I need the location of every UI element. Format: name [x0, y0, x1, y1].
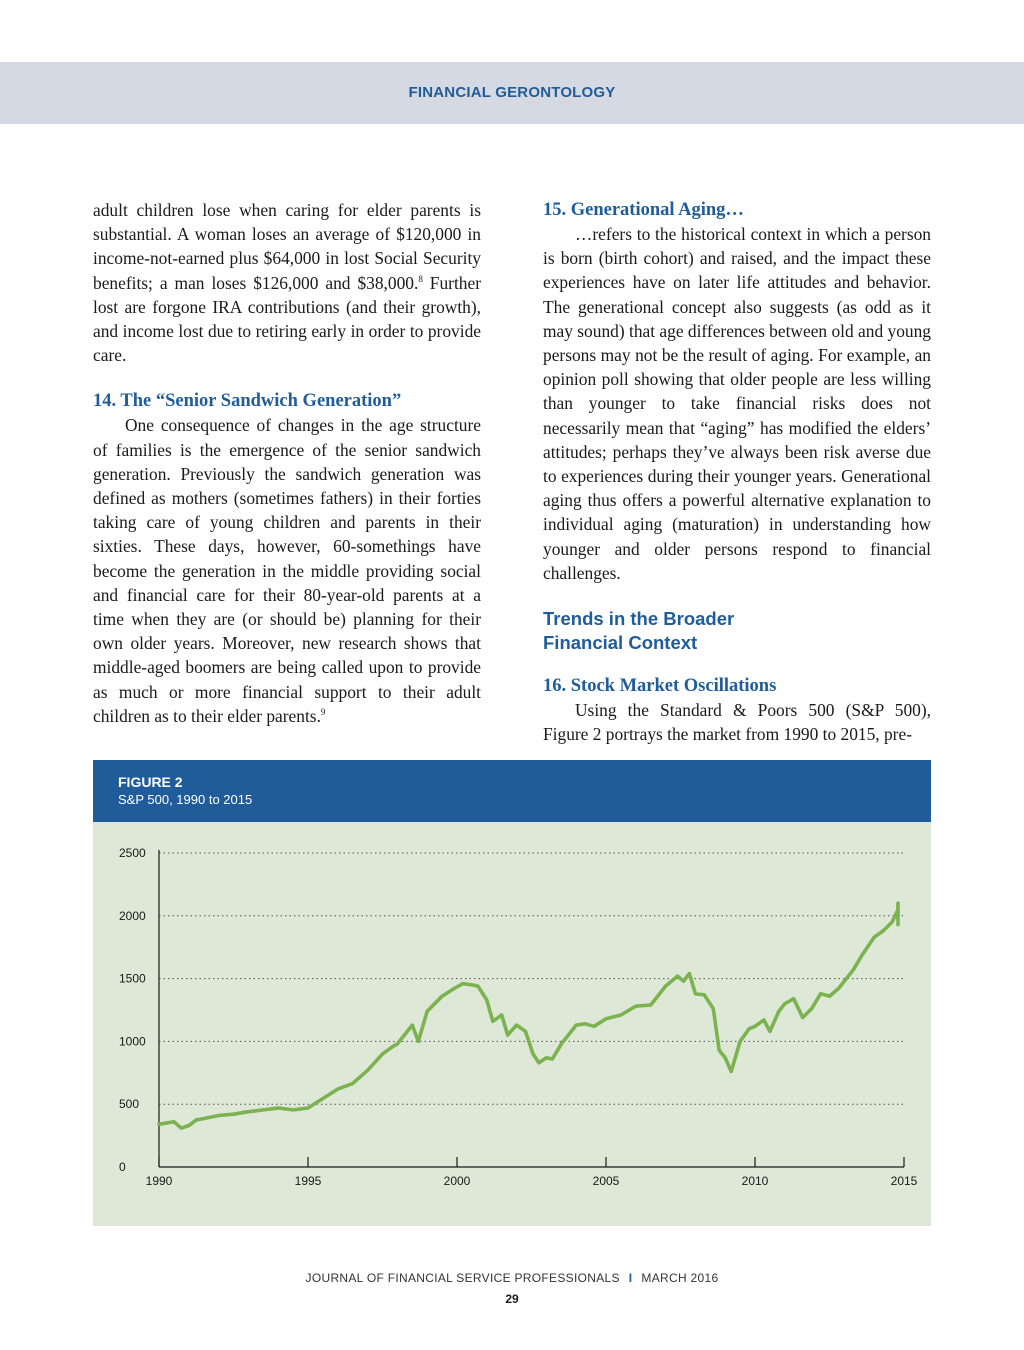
- figure-2: [93, 760, 931, 1226]
- data-point: [232, 1113, 235, 1116]
- sp500-line-chart: [93, 822, 931, 1226]
- intro-paragraph: [93, 198, 481, 367]
- y-tick-label: 2500: [119, 846, 146, 860]
- data-point: [426, 1010, 429, 1013]
- section-14-title: 14. The “Senior Sandwich Generation”: [93, 391, 402, 412]
- data-point: [485, 998, 488, 1001]
- trends-heading-line2: Financial Context: [543, 632, 698, 654]
- data-point: [753, 1025, 756, 1028]
- left-column: [93, 198, 481, 728]
- data-point: [321, 1097, 324, 1100]
- y-tick-label: 1000: [119, 1034, 146, 1049]
- y-tick-label: 500: [119, 1097, 140, 1112]
- data-point: [417, 1040, 420, 1043]
- data-point: [157, 1123, 160, 1126]
- data-point: [381, 1052, 384, 1055]
- data-point: [202, 1117, 205, 1120]
- data-point: [852, 968, 855, 971]
- data-point: [351, 1082, 354, 1085]
- x-tick-label: 2015: [890, 1174, 918, 1188]
- data-point: [724, 1056, 727, 1059]
- footer-separator: I: [628, 1271, 633, 1285]
- x-tick-label: 2005: [592, 1174, 620, 1188]
- data-point: [619, 1013, 622, 1016]
- data-point: [873, 936, 876, 939]
- data-point: [187, 1124, 190, 1127]
- data-point: [172, 1120, 175, 1123]
- data-point: [515, 1024, 518, 1027]
- data-point: [277, 1106, 280, 1109]
- intro-text-b: Further lost are forgone IRA contributions (and their growth), and income lost due to retiring early in order to provide care.: [93, 272, 481, 366]
- data-point: [896, 908, 899, 911]
- data-point: [262, 1108, 265, 1111]
- trends-heading: [543, 607, 931, 655]
- data-point: [391, 1045, 394, 1048]
- data-point: [649, 1003, 652, 1006]
- data-point: [819, 992, 822, 995]
- section-16-title: 16. Stock Market Oscillations: [543, 676, 777, 697]
- x-tick-label: 2000: [443, 1174, 471, 1188]
- data-point: [452, 987, 455, 990]
- data-point: [560, 1042, 563, 1045]
- footnote-ref-8[interactable]: 8: [418, 273, 423, 284]
- data-point: [718, 1049, 721, 1052]
- data-point: [476, 985, 479, 988]
- data-point: [861, 953, 864, 956]
- footnote-ref-9[interactable]: 9: [320, 706, 326, 717]
- data-point: [247, 1110, 250, 1113]
- running-header-title: FINANCIAL GERONTOLOGY: [408, 84, 616, 101]
- data-point: [500, 1013, 503, 1016]
- data-point: [491, 1020, 494, 1023]
- y-tick-label: 0: [119, 1160, 126, 1174]
- data-point: [593, 1025, 596, 1028]
- data-point: [461, 982, 464, 985]
- footer: [0, 1271, 1024, 1285]
- section-15-title: 15. Generational Aging…: [543, 200, 744, 220]
- data-point: [694, 992, 697, 995]
- section-15-body: …refers to the historical context in which a person is born (birth cohort) and raised, and the impact these experiences have on later life attitudes and behavior. The generational concept also suggests (as odd as it may sound) that age differences between old and young persons may not be the result of aging. For example, an opinion poll showing that older people are less willing than younger to take financial risks does not necessarily mean that “aging” has modified the elders’ attitudes; perhaps they’ve always been risk averse due to experiences during their younger years. Generational aging thus offers a powerful alternative explanation to individual aging (maturation) in understanding how younger and older persons respond to financial challenges.: [543, 224, 931, 583]
- data-point: [676, 975, 679, 978]
- figure-caption: S&P 500, 1990 to 2015: [118, 792, 253, 807]
- data-point: [837, 987, 840, 990]
- data-point: [896, 904, 899, 907]
- data-point: [712, 1007, 715, 1010]
- data-point: [682, 980, 685, 983]
- data-point: [703, 993, 706, 996]
- data-point: [843, 980, 846, 983]
- data-point: [180, 1127, 183, 1130]
- right-column: [543, 198, 931, 746]
- data-point: [792, 997, 795, 1000]
- data-point: [396, 1042, 399, 1045]
- data-point: [292, 1108, 295, 1111]
- data-point: [531, 1052, 534, 1055]
- section-16-body: Using the Standard & Poors 500 (S&P 500), Figure 2 portrays the market from 1990 to 2015, pre-: [543, 700, 931, 745]
- data-point: [524, 1030, 527, 1033]
- data-point: [891, 921, 894, 924]
- section-14-body: [93, 413, 481, 728]
- data-point: [810, 1007, 813, 1010]
- data-point: [217, 1114, 220, 1117]
- data-point: [545, 1056, 548, 1059]
- x-tick-label: 1995: [294, 1174, 322, 1188]
- data-point: [664, 985, 667, 988]
- data-point: [165, 1121, 168, 1124]
- data-point: [739, 1040, 742, 1043]
- data-point: [828, 995, 831, 998]
- data-point: [336, 1088, 339, 1091]
- data-point: [801, 1016, 804, 1019]
- data-point: [411, 1024, 414, 1027]
- data-point: [747, 1027, 750, 1030]
- series-line-sp500: [159, 903, 898, 1128]
- data-point: [470, 983, 473, 986]
- intro-text-a: adult children lose when caring for elder parents is substantial. A woman loses an average of $120,000 in income-not-earned plus $64,000 in lost Social Security benefits; a man loses $126,000 and $38,000.: [93, 200, 481, 293]
- page-number: 29: [505, 1292, 519, 1306]
- data-point: [688, 972, 691, 975]
- data-point: [777, 1010, 780, 1013]
- figure-header: [93, 760, 931, 822]
- data-point: [768, 1030, 771, 1033]
- y-tick-label: 2000: [119, 908, 146, 923]
- data-point: [584, 1022, 587, 1025]
- data-point: [441, 995, 444, 998]
- data-point: [896, 923, 899, 926]
- figure-label: FIGURE 2: [118, 774, 183, 790]
- data-point: [762, 1018, 765, 1021]
- y-tick-label: 1500: [119, 971, 146, 986]
- data-point: [783, 1002, 786, 1005]
- data-point: [730, 1070, 733, 1073]
- data-point: [506, 1034, 509, 1037]
- data-point: [537, 1061, 540, 1064]
- data-point: [195, 1118, 198, 1121]
- x-tick-label: 2010: [741, 1174, 769, 1188]
- data-point: [366, 1069, 369, 1072]
- data-point: [306, 1106, 309, 1109]
- section-14-text: One consequence of changes in the age structure of families is the emergence of the senior sandwich generation. Previously the sandwich generation was defined as mothers (sometimes fathers) in their forties taking care of young children and parents in their sixties. These days, however, 60-somethings have become the generation in the middle providing social and financial care for their 80-year-old parents at a time when they are (or should be) planning for their own older years. Moreover, new research shows that middle-aged boomers are being called upon to provide as much or more financial support to their adult children as to their elder parents.: [93, 415, 481, 726]
- footer-date: MARCH 2016: [641, 1271, 719, 1285]
- x-tick-label: 1990: [145, 1174, 173, 1188]
- data-point: [551, 1057, 554, 1060]
- data-point: [604, 1017, 607, 1020]
- data-point: [575, 1024, 578, 1027]
- trends-heading-line1: Trends in the Broader: [543, 608, 735, 630]
- footer-journal: JOURNAL OF FINANCIAL SERVICE PROFESSIONALS: [305, 1271, 620, 1285]
- data-point: [882, 929, 885, 932]
- data-point: [634, 1005, 637, 1008]
